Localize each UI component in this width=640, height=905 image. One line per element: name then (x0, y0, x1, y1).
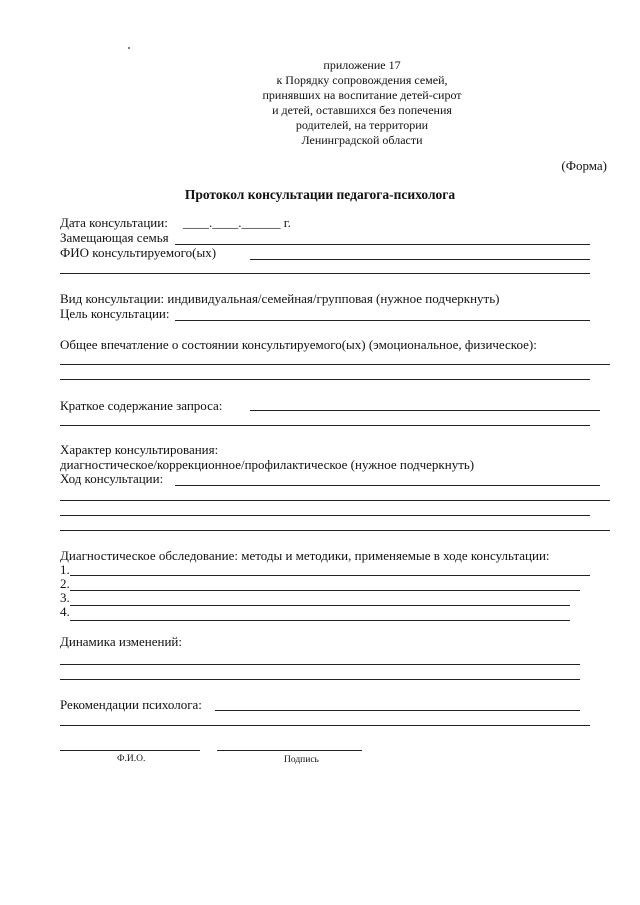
appendix-line: и детей, оставшихся без попечения (272, 103, 452, 117)
appendix-line: принявших на воспитание детей-сирот (262, 88, 462, 102)
nature-label: Характер консультирования: (60, 442, 219, 457)
consultation-kind-label: Вид консультации: индивидуальная/семейная/групповая (нужное подчеркнуть) (60, 291, 500, 306)
diagnostics-item-field[interactable] (70, 605, 570, 606)
request-field[interactable] (250, 410, 600, 411)
appendix-block (212, 58, 512, 148)
diagnostics-item-number: 4. (60, 604, 70, 619)
course-field-line[interactable] (60, 530, 610, 531)
fio-signature-label: Ф.И.О. (117, 754, 146, 764)
family-label: Замещающая семья (60, 230, 169, 245)
dynamics-label: Динамика изменений: (60, 634, 182, 649)
nature-options: диагностическое/коррекционное/профилактическое (нужное подчеркнуть) (60, 457, 475, 472)
fio-field[interactable] (250, 259, 590, 260)
course-field[interactable] (175, 485, 600, 486)
appendix-line: Ленинградской области (301, 133, 423, 147)
signature-label: Подпись (284, 755, 319, 765)
consultation-goal-field[interactable] (175, 320, 590, 321)
request-field-line[interactable] (60, 425, 590, 426)
diagnostics-item-number: 3. (60, 590, 70, 605)
impression-field-line[interactable] (60, 379, 590, 380)
impression-label: Общее впечатление о состоянии консультируемого(ых) (эмоциональное, физическое): (60, 337, 537, 352)
recommendations-field-line[interactable] (60, 725, 590, 726)
diagnostics-item-number: 2. (60, 576, 70, 591)
course-field-line[interactable] (60, 500, 610, 501)
fio-label: ФИО консультируемого(ых) (60, 245, 217, 260)
dynamics-field-line[interactable] (60, 679, 580, 680)
diagnostics-item-field[interactable] (70, 575, 590, 576)
request-label: Краткое содержание запроса: (60, 398, 223, 413)
diagnostics-item-field[interactable] (70, 590, 580, 591)
diagnostics-label: Диагностическое обследование: методы и методики, применяемые в ходе консультации: (60, 548, 550, 563)
diagnostics-item-field[interactable] (70, 620, 570, 621)
form-note: (Форма) (561, 158, 607, 173)
date-field[interactable]: ____.____.______ г. (183, 215, 291, 230)
diagnostics-item-number: 1. (60, 562, 70, 577)
dynamics-field-line[interactable] (60, 664, 580, 665)
course-label: Ход консультации: (60, 471, 164, 486)
recommendations-label: Рекомендации психолога: (60, 697, 202, 712)
scan-speck (128, 47, 130, 49)
date-label: Дата консультации: (60, 215, 168, 230)
impression-field-line[interactable] (60, 364, 610, 365)
appendix-line: приложение 17 (323, 58, 401, 72)
appendix-line: к Порядку сопровождения семей, (276, 73, 448, 87)
family-field[interactable] (175, 244, 590, 245)
appendix-line: родителей, на территории (295, 118, 429, 132)
document-title: Протокол консультации педагога-психолога (184, 187, 456, 202)
consultation-goal-label: Цель консультации: (60, 306, 170, 321)
fio-field-line[interactable] (60, 273, 590, 274)
recommendations-field[interactable] (215, 710, 580, 711)
signature-line[interactable] (217, 750, 362, 751)
course-field-line[interactable] (60, 515, 590, 516)
fio-signature-line[interactable] (60, 750, 200, 751)
